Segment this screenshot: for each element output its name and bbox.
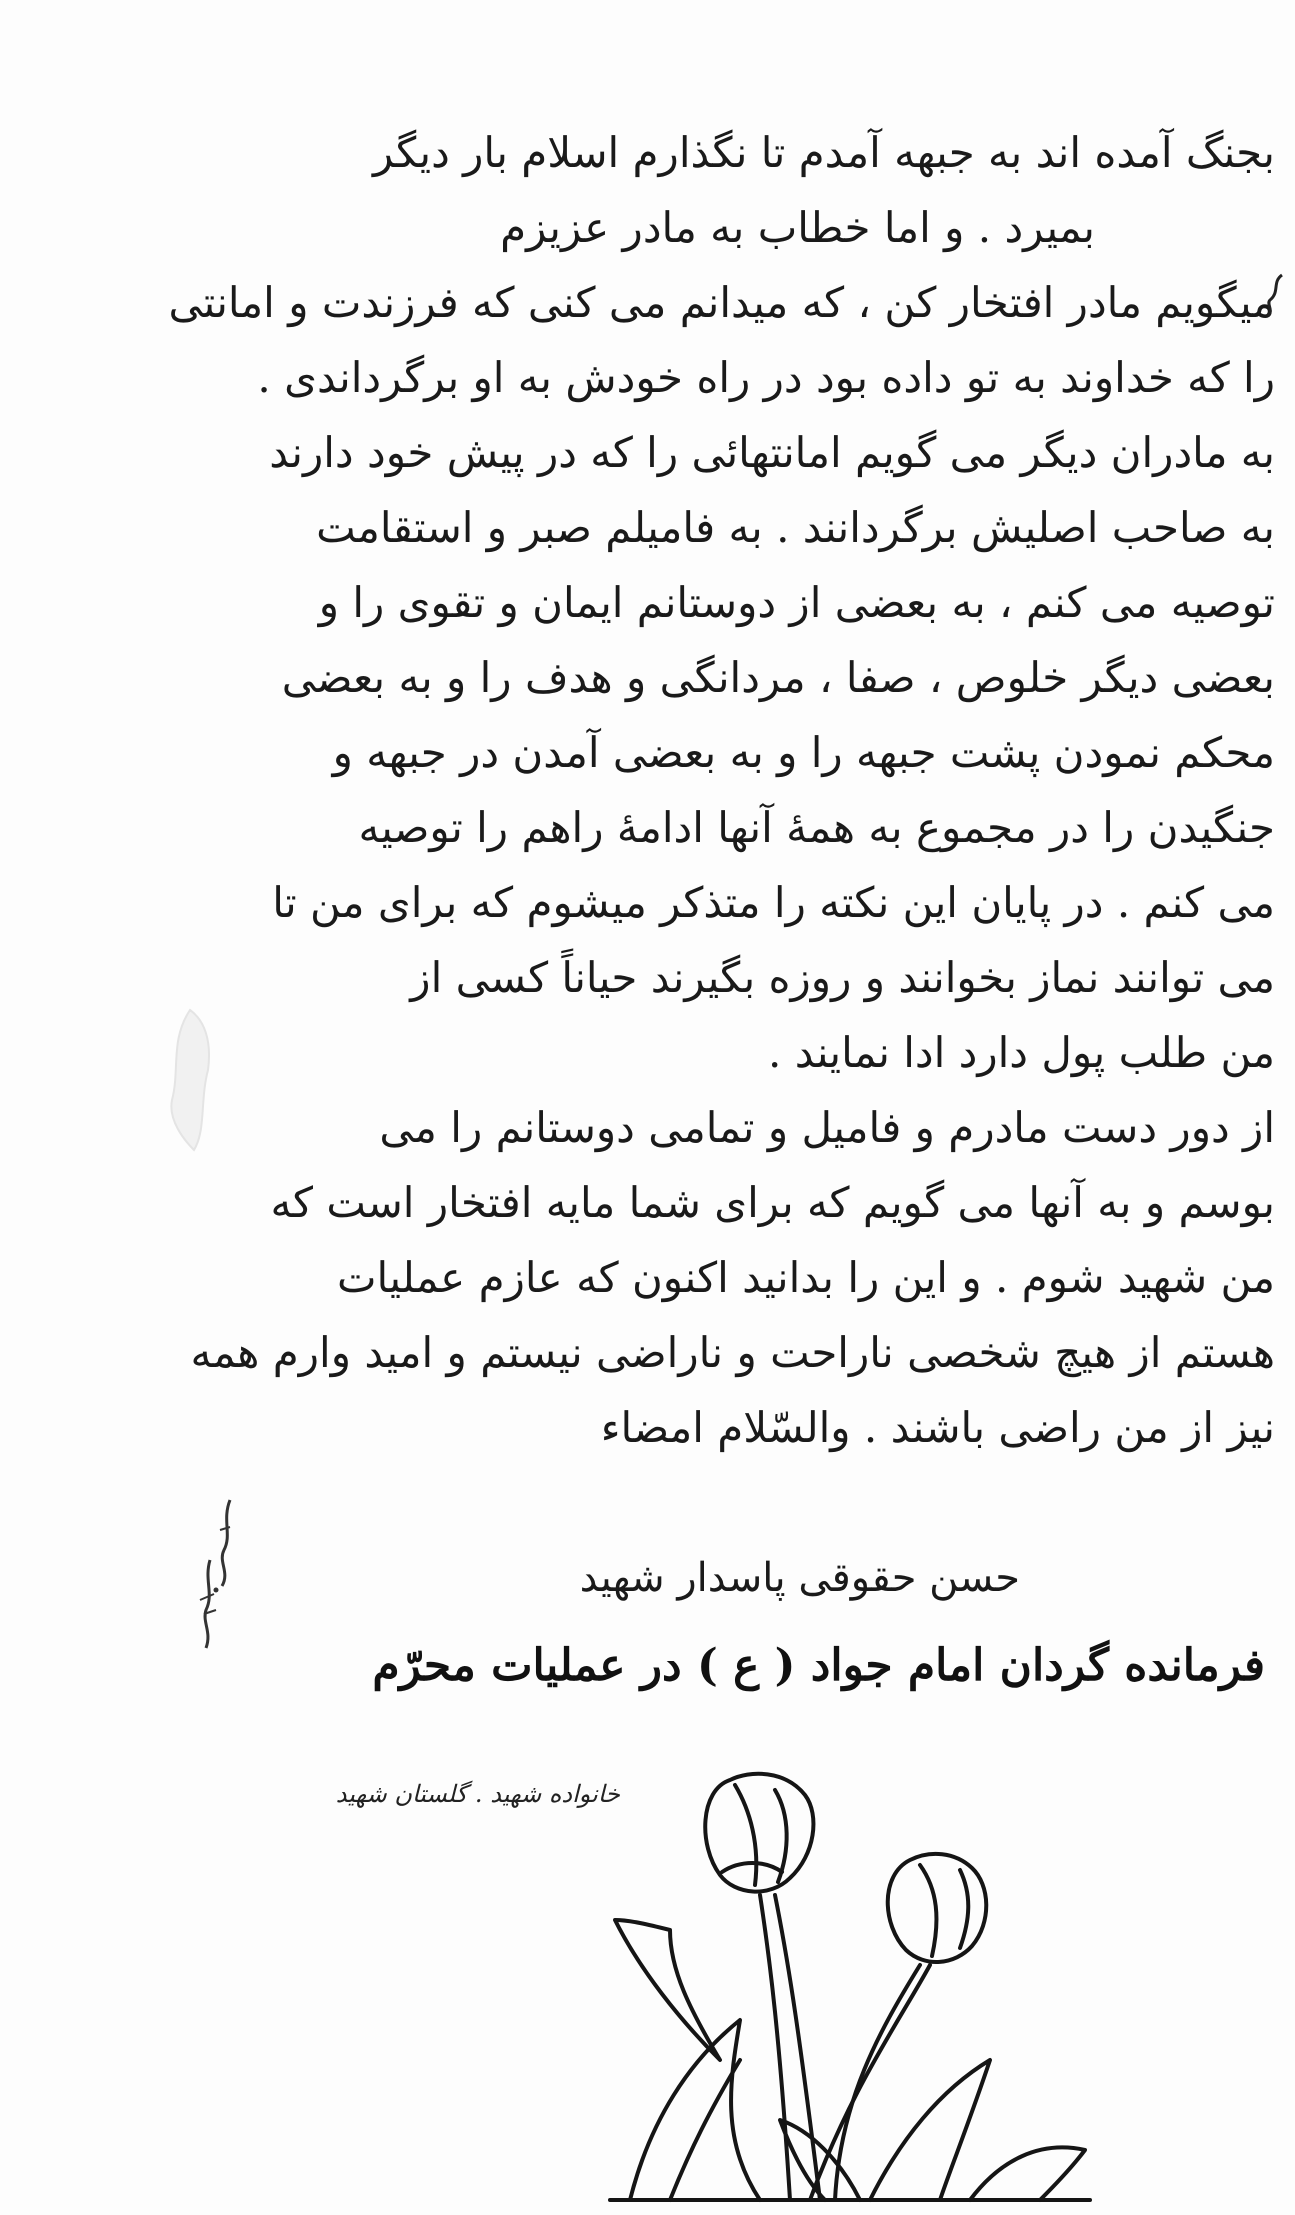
letter-line: می کنم . در پایان این نکته را متذکر میشوم که برای من تا [272,878,1275,927]
letter-line: میگویم مادر افتخار کن ، که میدانم می کنی که فرزندت و امانتی [168,278,1275,327]
letter-line: توصیه می کنم ، به بعضی از دوستانم ایمان و تقوی را و [318,578,1275,627]
letter-line: به صاحب اصلیش برگردانند . به فامیلم صبر و استقامت [316,503,1275,552]
letter-line: از دور دست مادرم و فامیل و تمامی دوستانم را می [379,1103,1275,1152]
letter-line: می توانند نماز بخوانند و روزه بگیرند حیاناً کسی از [410,953,1275,1002]
signature-name: حسن حقوقی پاسدار شهید [579,1555,1020,1601]
letter-line: من طلب پول دارد ادا نمایند . [768,1028,1275,1077]
letter-line: بجنگ آمده اند به جبهه آمدم تا نگذارم اسلام بار دیگر [373,128,1275,177]
letter-line: بمیرد . و اما خطاب به مادر عزیزم [500,203,1095,252]
letter-line: را که خداوند به تو داده بود در راه خودش به او برگرداندی . [257,353,1275,402]
letter-line: محکم نمودن پشت جبهه را و به بعضی آمدن در جبهه و [332,728,1275,777]
letter-line: جنگیدن را در مجموع به همهٔ آنها ادامهٔ راهم را توصیه [358,803,1275,852]
letter-line: هستم از هیچ شخصی ناراحت و ناراضی نیستم و امید وارم همه [190,1328,1275,1377]
letter-line: به مادران دیگر می گویم امانتهائی را که در پیش خود دارند [269,428,1275,477]
margin-signature-mark [160,1490,270,1660]
letter-body [168,115,1275,1465]
letter-line: بوسم و به آنها می گویم که برای شما مایه افتخار است که [270,1178,1275,1227]
signature-title: فرمانده گردان امام جواد ( ع ) در عملیات محرّم [372,1640,1265,1691]
letter-line: نیز از من راضی باشند . والسّلام امضاء [600,1403,1275,1452]
letter-line: من شهید شوم . و این را بدانید اکنون که عازم عملیات [336,1253,1275,1302]
family-note: خانواده شهید . گلستان شهید [335,1780,620,1808]
tulip-drawing [610,1760,1090,2210]
paper-smudge [160,1000,220,1160]
letter-line: بعضی دیگر خلوص ، صفا ، مردانگی و هدف را و به بعضی [281,653,1275,702]
edge-mark [1262,270,1292,320]
